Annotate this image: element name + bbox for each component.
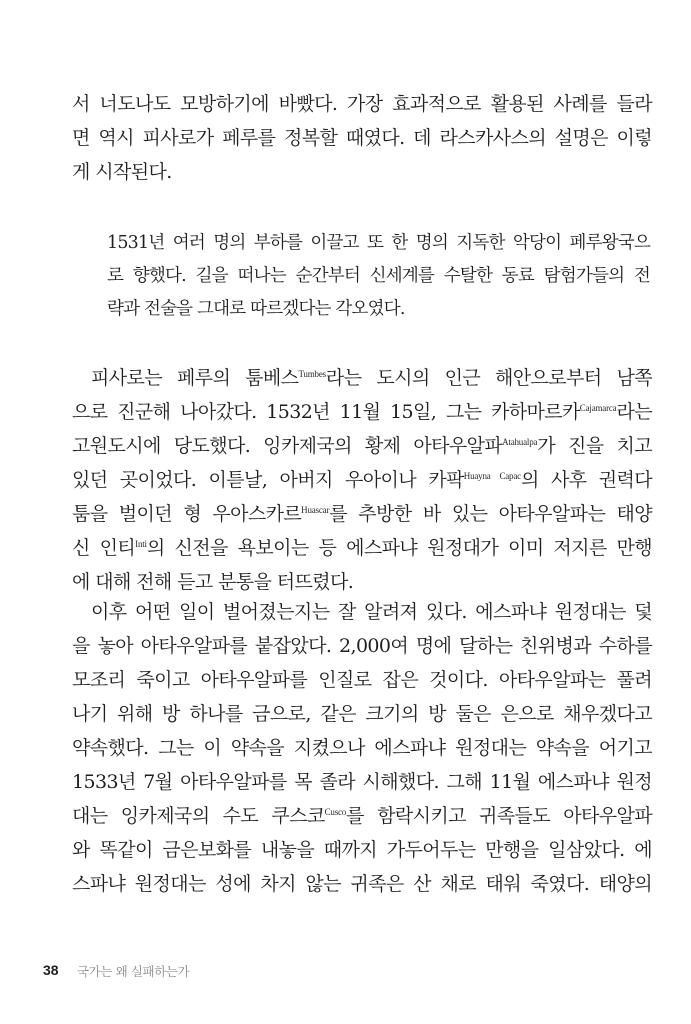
text-span: 가 진을 치고 bbox=[537, 435, 652, 457]
text-span: 모조리 죽이고 아타우알파를 인질로 잡은 것이다. 아타우알파는 풀려 bbox=[72, 669, 652, 691]
text-line: 서 너도나도 모방하기에 바빴다. 가장 효과적으로 활용된 사례를 들라 bbox=[72, 93, 652, 115]
text-span: 라는 도시의 인근 해안으로부터 남쪽 bbox=[325, 367, 653, 389]
text-span: 을 놓아 아타우알파를 붙잡았다. 2,000여 명에 달하는 친위병과 수하를 bbox=[72, 635, 652, 657]
text-line bbox=[72, 668, 652, 692]
text-line bbox=[72, 702, 652, 726]
quote-line: 로 향했다. 길을 떠나는 순간부터 신세계를 수탈한 동료 탐험가들의 전 bbox=[107, 266, 650, 286]
text-span: 약속했다. 그는 이 약속을 지켰으나 에스파냐 원정대는 약속을 어기고 bbox=[72, 737, 652, 759]
text-span: 이후 어떤 일이 벌어졌는지는 잘 알려져 있다. 에스파냐 원정대는 덫 bbox=[91, 601, 652, 623]
text-line bbox=[72, 536, 652, 560]
foreign-gloss: Cajamarca bbox=[579, 403, 617, 413]
text-line bbox=[72, 804, 652, 828]
foreign-gloss: Cusco bbox=[324, 807, 347, 817]
text-line bbox=[72, 400, 652, 424]
text-span: 으로 진군해 나아갔다. 1532년 11월 15일, 그는 카하마르카 bbox=[72, 401, 580, 423]
text-span: 피사로는 페루의 툼베스 bbox=[91, 367, 299, 389]
text-line bbox=[91, 366, 652, 390]
foreign-gloss: Inti bbox=[135, 539, 147, 549]
foreign-gloss: Atahualpa bbox=[502, 437, 538, 447]
text-span: 를 함락시키고 귀족들도 아타우알파 bbox=[346, 805, 652, 827]
text-line bbox=[72, 468, 652, 492]
text-span: 고원도시에 당도했다. 잉카제국의 황제 아타우알파 bbox=[72, 435, 503, 457]
text-span: 를 추방한 바 있는 아타우알파는 태양 bbox=[329, 503, 652, 525]
foreign-gloss: Tumbes bbox=[298, 369, 326, 379]
text-line bbox=[72, 838, 652, 862]
text-line bbox=[72, 502, 652, 526]
text-line bbox=[72, 434, 652, 458]
text-line bbox=[72, 770, 652, 794]
text-span: 툼을 벌이던 형 우아스카르 bbox=[72, 503, 302, 525]
text-span: 대는 잉카제국의 수도 쿠스코 bbox=[72, 805, 325, 827]
foreign-gloss: Huayna Capac bbox=[463, 471, 521, 481]
text-span: 신 인티 bbox=[72, 537, 136, 559]
text-span: 있던 곳이었다. 이튿날, 아버지 우아이나 카팍 bbox=[72, 469, 464, 491]
text-line bbox=[72, 872, 652, 896]
page-number: 38 bbox=[43, 962, 59, 978]
quote-line: 략과 전술을 그대로 따르겠다는 각오였다. bbox=[107, 299, 405, 319]
text-span: 의 사후 권력다 bbox=[520, 469, 652, 491]
text-span: 나기 위해 방 하나를 금으로, 같은 크기의 방 둘은 은으로 채우겠다고 bbox=[72, 703, 652, 725]
text-span: 에 대해 전해 듣고 분통을 터뜨렸다. bbox=[72, 571, 354, 593]
foreign-gloss: Huascar bbox=[301, 505, 330, 515]
text-span: 라는 bbox=[616, 401, 652, 423]
text-span: 1533년 7월 아타우알파를 목 졸라 시해했다. 그해 11월 에스파냐 원정 bbox=[72, 771, 652, 793]
text-line: 면 역시 피사로가 페루를 정복할 때였다. 데 라스카사스의 설명은 이렇 bbox=[72, 127, 652, 149]
running-title: 국가는 왜 실패하는가 bbox=[77, 964, 190, 979]
text-span: 스파냐 원정대는 성에 차지 않는 귀족은 산 채로 태워 죽였다. 태양의 bbox=[72, 873, 652, 895]
text-span: 와 똑같이 금은보화를 내놓을 때까지 가두어두는 만행을 일삼았다. 에 bbox=[72, 839, 652, 861]
text-line bbox=[72, 570, 652, 594]
text-line bbox=[91, 600, 652, 624]
text-line bbox=[72, 634, 652, 658]
text-line bbox=[72, 736, 652, 760]
quote-line: 1531년 여러 명의 부하를 이끌고 또 한 명의 지독한 악당이 페루왕국으 bbox=[107, 233, 650, 253]
text-span: 의 신전을 욕보이는 등 에스파냐 원정대가 이미 저지른 만행 bbox=[146, 537, 653, 559]
text-line: 게 시작된다. bbox=[72, 161, 172, 183]
